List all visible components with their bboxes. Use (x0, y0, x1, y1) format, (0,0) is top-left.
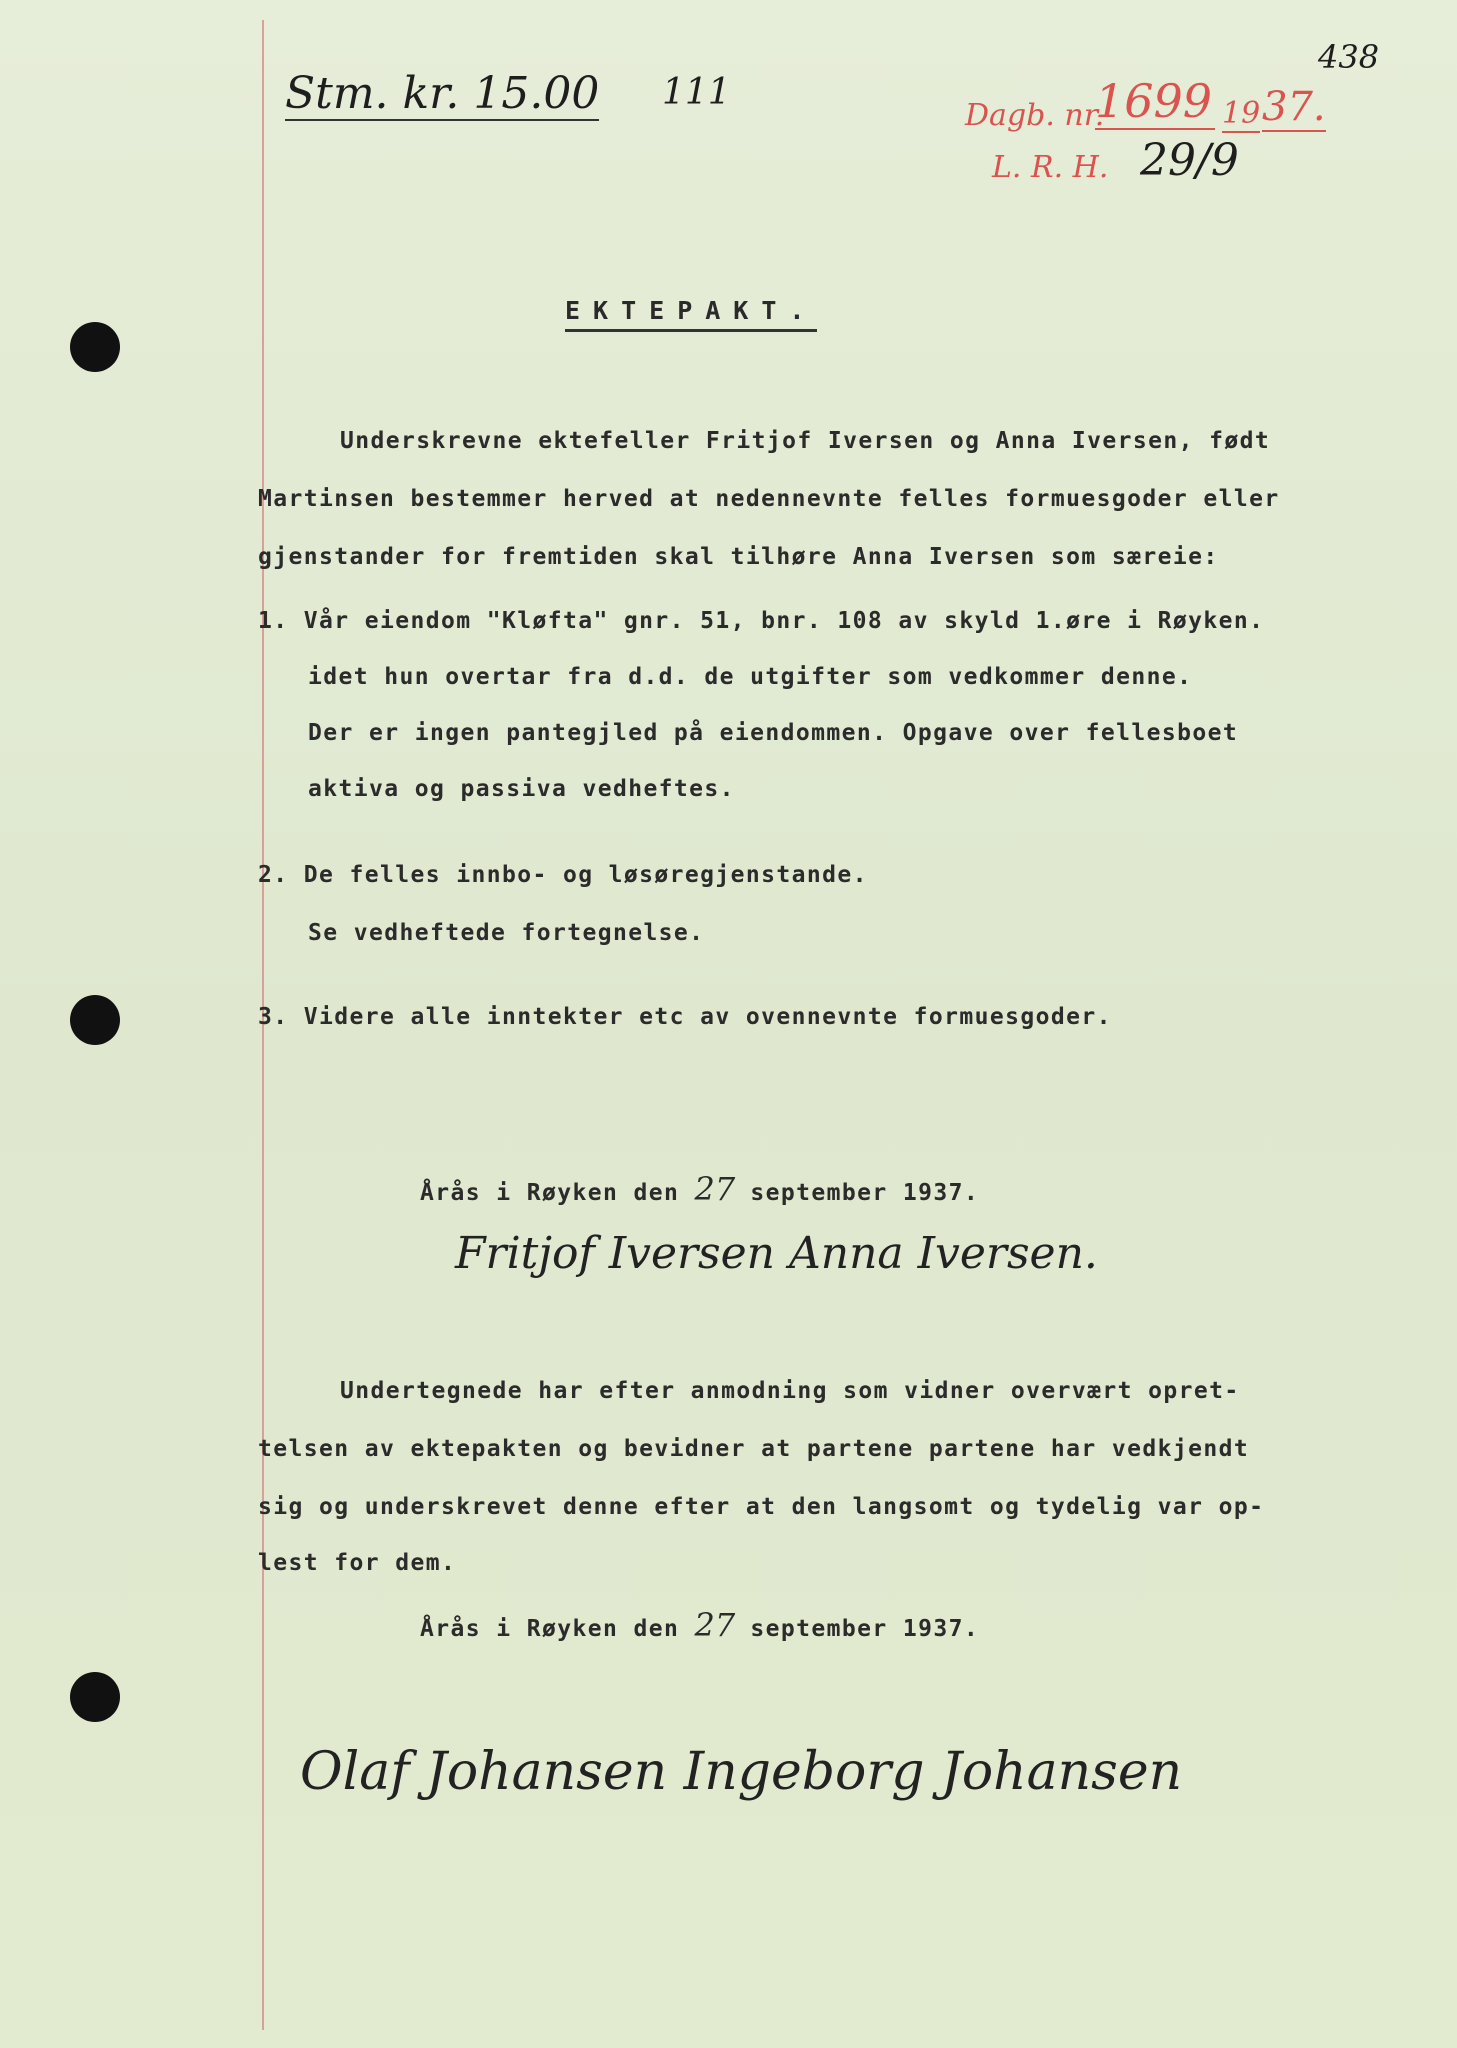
page-number: 438 (1318, 38, 1380, 76)
place-date-day: 27 (694, 1170, 736, 1208)
dagb-number: 1699 (1095, 74, 1215, 130)
dagb-prefix: Dagb. nr. (965, 98, 1105, 133)
body-line: gjenstander for fremtiden skal tilhøre Anna Iversen som særeie: (258, 544, 1219, 570)
place-date-prefix: Årås i Røyken den (420, 1616, 680, 1642)
place-date-suffix: september 1937. (750, 1180, 980, 1206)
place-date-day: 27 (694, 1606, 736, 1644)
body-line: aktiva og passiva vedheftes. (308, 776, 735, 802)
list-item-3: 3. Videre alle inntekter etc av ovennevnte formuesgoder. (258, 1004, 1112, 1030)
document-title: EKTEPAKT. (565, 296, 817, 332)
body-line: Se vedheftede fortegnelse. (308, 920, 705, 946)
place-date-prefix: Årås i Røyken den (420, 1180, 680, 1206)
body-line: idet hun overtar fra d.d. de utgifter som vedkommer denne. (308, 664, 1193, 690)
date-mark: 29/9 (1140, 135, 1239, 186)
witness-line: telsen av ektepakten og bevidner at partene partene har vedkjendt (258, 1436, 1250, 1462)
list-item-2: 2. De felles innbo- og løsøregjenstande. (258, 862, 868, 888)
body-line: Martinsen bestemmer herved at nedennevnte felles formuesgoder eller (258, 486, 1280, 512)
punch-hole (70, 322, 120, 372)
dagb-year-prefix: 19 (1222, 96, 1261, 131)
list-item-1: 1. Vår eiendom "Kløfta" gnr. 51, bnr. 108 av skyld 1.øre i Røyken. (258, 608, 1265, 634)
place-date-suffix: september 1937. (750, 1616, 980, 1642)
punch-hole (70, 1672, 120, 1722)
witness-line: lest for dem. (258, 1550, 457, 1576)
stamp-fee: Stm. kr. 15.00 (285, 68, 600, 119)
dagb-year: 37. (1262, 84, 1326, 130)
mark: 111 (662, 72, 731, 113)
signatures-witnesses: Olaf Johansen Ingeborg Johansen (300, 1742, 1183, 1802)
body-line: Der er ingen pantegjled på eiendommen. Opgave over fellesboet (308, 720, 1239, 746)
witness-line: sig og underskrevet denne efter at den langsomt og tydelig var op- (258, 1494, 1265, 1520)
initials: L. R. H. (992, 150, 1109, 185)
punch-hole (70, 995, 120, 1045)
place-date (420, 1170, 979, 1208)
body-line: Underskrevne ektefeller Fritjof Iversen og Anna Iversen, født (340, 428, 1271, 454)
place-date (420, 1606, 979, 1644)
signatures-spouses: Fritjof Iversen Anna Iversen. (455, 1228, 1098, 1279)
witness-line: Undertegnede har efter anmodning som vidner overvært opret- (340, 1378, 1240, 1404)
